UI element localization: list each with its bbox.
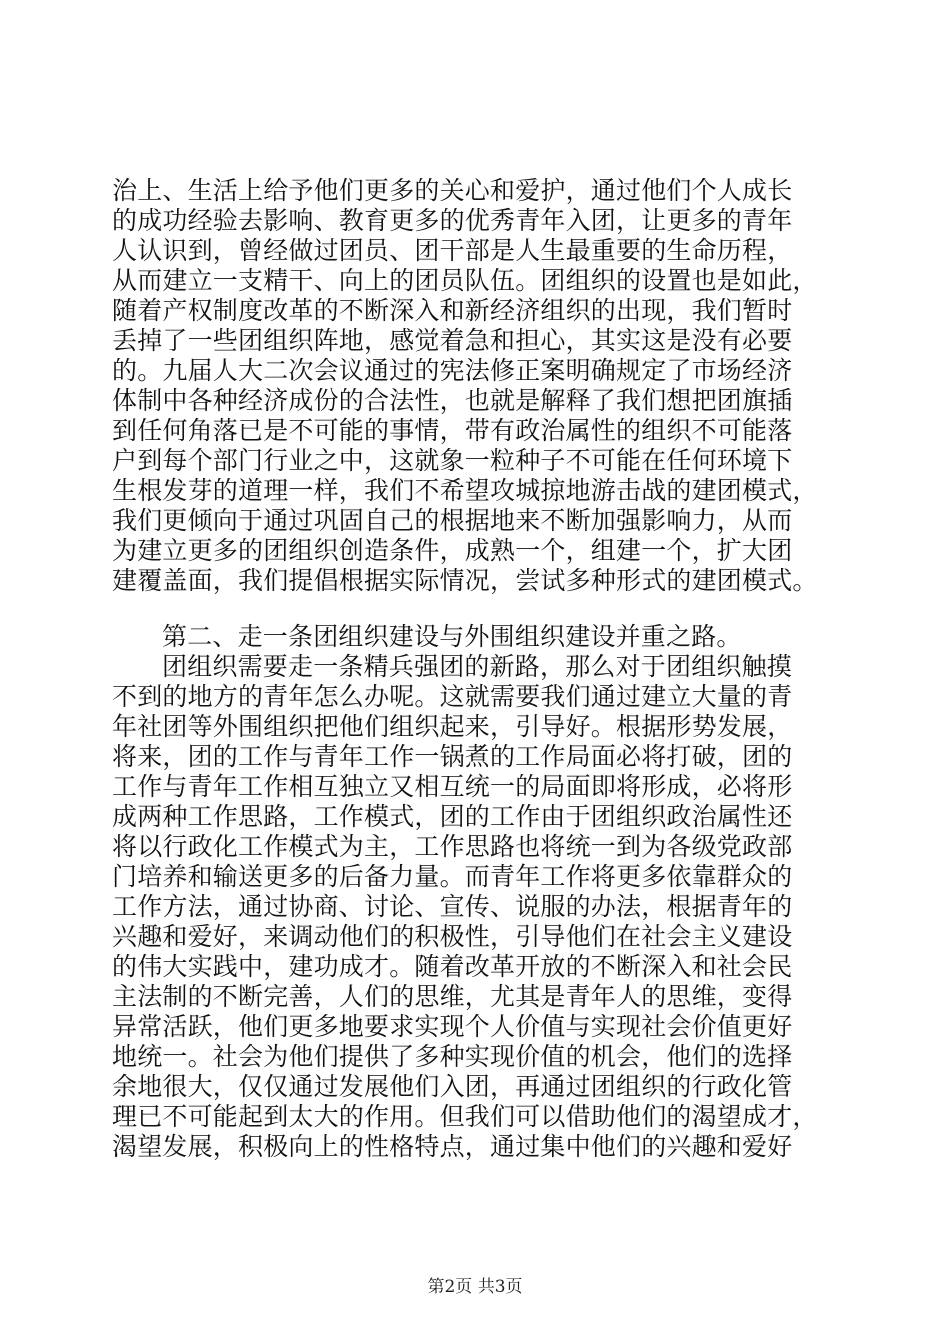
text-line: 建覆盖面，我们提倡根据实际情况，尝试多种形式的建团模式。 [112, 566, 818, 595]
text-line: 的伟大实践中，建功成才。随着改革开放的不断深入和社会民 [112, 952, 793, 981]
text-line: 将以行政化工作模式为主，工作思路也将统一到为各级党政部 [112, 832, 793, 861]
text-line: 体制中各种经济成份的合法性，也就是解释了我们想把团旗插 [112, 386, 793, 415]
text-line: 地统一。社会为他们提供了多种实现价值的机会，他们的选择 [112, 1042, 793, 1071]
text-line: 团组织需要走一条精兵强团的新路，那么对于团组织触摸 [162, 652, 793, 681]
text-line: 主法制的不断完善，人们的思维，尤其是青年人的思维，变得 [112, 982, 793, 1011]
section-heading: 第二、走一条团组织建设与外围组织建设并重之路。 [162, 622, 742, 651]
text-line: 随着产权制度改革的不断深入和新经济组织的出现，我们暂时 [112, 296, 793, 325]
text-line: 年社团等外围组织把他们组织起来，引导好。根据形势发展， [112, 712, 793, 741]
text-line: 理已不可能起到太大的作用。但我们可以借助他们的渴望成才， [112, 1102, 818, 1131]
text-line: 异常活跃，他们更多地要求实现个人价值与实现社会价值更好 [112, 1012, 793, 1041]
text-line: 生根发芽的道理一样，我们不希望攻城掠地游击战的建团模式， [112, 476, 818, 505]
text-line: 的。九届人大二次会议通过的宪法修正案明确规定了市场经济 [112, 356, 793, 385]
text-line: 我们更倾向于通过巩固自己的根据地来不断加强影响力，从而 [112, 506, 793, 535]
text-line: 余地很大，仅仅通过发展他们入团，再通过团组织的行政化管 [112, 1072, 793, 1101]
text-line: 渴望发展，积极向上的性格特点，通过集中他们的兴趣和爱好 [112, 1132, 793, 1161]
text-line: 丢掉了一些团组织阵地，感觉着急和担心，其实这是没有必要 [112, 326, 793, 355]
text-line: 为建立更多的团组织创造条件，成熟一个，组建一个，扩大团 [112, 536, 793, 565]
text-line: 门培养和输送更多的后备力量。而青年工作将更多依靠群众的 [112, 862, 793, 891]
text-line: 从而建立一支精干、向上的团员队伍。团组织的设置也是如此， [112, 266, 818, 295]
text-line: 人认识到，曾经做过团员、团干部是人生最重要的生命历程， [112, 236, 793, 265]
page-number-footer: 第2页 共3页 [427, 1277, 523, 1297]
text-line: 工作方法，通过协商、讨论、宣传、说服的办法，根据青年的 [112, 892, 793, 921]
text-line: 兴趣和爱好，来调动他们的积极性，引导他们在社会主义建设 [112, 922, 793, 951]
text-line: 的成功经验去影响、教育更多的优秀青年入团，让更多的青年 [112, 206, 793, 235]
text-line: 将来，团的工作与青年工作一锅煮的工作局面必将打破，团的 [112, 742, 793, 771]
text-line: 治上、生活上给予他们更多的关心和爱护，通过他们个人成长 [112, 176, 793, 205]
text-line: 工作与青年工作相互独立又相互统一的局面即将形成，必将形 [112, 772, 793, 801]
text-line: 到任何角落已是不可能的事情，带有政治属性的组织不可能落 [112, 416, 793, 445]
text-line: 成两种工作思路，工作模式，团的工作由于团组织政治属性还 [112, 802, 793, 831]
text-line: 户到每个部门行业之中，这就象一粒种子不可能在任何环境下 [112, 446, 793, 475]
text-line: 不到的地方的青年怎么办呢。这就需要我们通过建立大量的青 [112, 682, 793, 711]
